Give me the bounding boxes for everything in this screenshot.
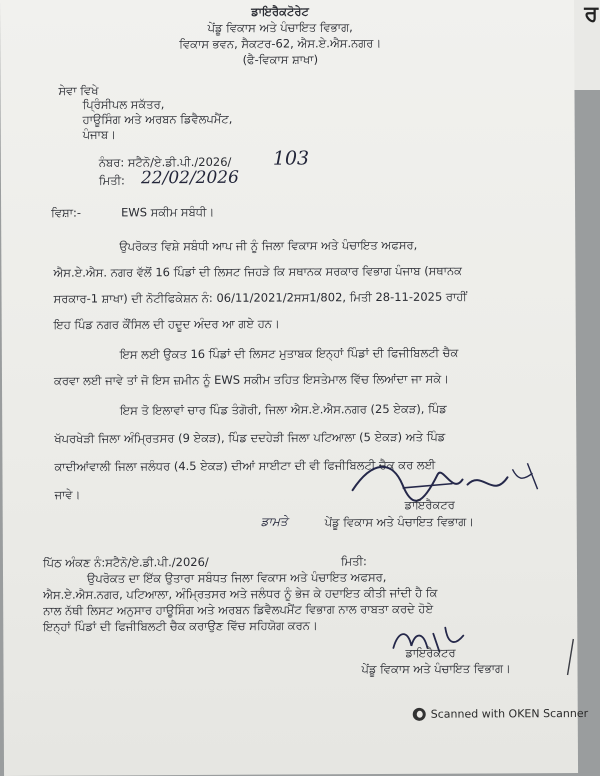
recipient-line-3: ਪੰਜਾਬ। — [82, 127, 116, 142]
endorsement-date: ਮਿਤੀ: — [340, 554, 367, 569]
recipient-line-2: ਹਾਊਸਿੰਗ ਅਤੇ ਅਰਬਨ ਡਿਵੈਲਪਮੈਂਟ, — [82, 111, 233, 127]
signature2-title: ਡਾਇਰੈਕਟਰ — [405, 645, 456, 660]
pen-mark — [563, 637, 577, 677]
endorsement-line-2: ਐਸ.ਏ.ਐਸ.ਨਗਰ, ਪਟਿਆਲਾ, ਅੰਮ੍ਰਿਤਸਰ ਅਤੇ ਜਲੰਧਰ ਨੂੰ ਭੇਜ ਕੇ ਹਦਾਇਤ ਕੀਤੀ ਜਾਂਦੀ ਹੈ ਕਿ — [43, 585, 438, 602]
reference-date-handwritten: 22/02/2026 — [140, 167, 239, 189]
endorsement-line-4: ਇਨ੍ਹਾਂ ਪਿੰਡਾਂ ਦੀ ਫਿਜੀਬਿਲਟੀ ਚੈਕ ਕਰਾਉਣ ਵਿੱਚ ਸਹਿਯੋਗ ਕਰਨ। — [43, 618, 318, 634]
scanner-watermark: Scanned with OKEN Scanner — [430, 706, 589, 721]
scanner-logo-icon — [413, 708, 426, 721]
endorsement-line-3: ਨਾਲ ਨੱਥੀ ਲਿਸਟ ਅਨੁਸਾਰ ਹਾਊਸਿੰਗ ਅਤੇ ਅਰਬਨ ਡਿਵੈਲਪਮੈਂਟ ਵਿਭਾਗ ਨਾਲ ਰਾਬਤਾ ਕਰਦੇ ਹੋਏ — [43, 601, 434, 618]
department-line: ਪੇਂਡੂ ਵਿਕਾਸ ਅਤੇ ਪੰਚਾਇਤ ਵਿਭਾਗ, — [207, 20, 353, 35]
body-p2-line-1: ਇਸ ਲਈ ਉਕਤ 16 ਪਿੰਡਾਂ ਦੀ ਲਿਸਟ ਮੁਤਾਬਕ ਇਨ੍ਹਾਂ ਪਿੰਡਾਂ ਦੀ ਫਿਜੀਬਿਲਟੀ ਚੈਕ — [119, 345, 459, 362]
body-p3-line-2: ਖੱਪਰਖੇੜੀ ਜਿਲਾ ਅੰਮ੍ਰਿਤਸਰ (9 ਏਕੜ), ਪਿੰਡ ਦਦਹੇੜੀ ਜਿਲਾ ਪਟਿਆਲਾ (5 ਏਕੜ) ਅਤੇ ਪਿੰਡ — [54, 429, 446, 446]
body-p3-line-4: ਜਾਵੇ। — [54, 487, 81, 502]
branch-line: (ਫੈ-ਵਿਕਾਸ ਸ਼ਾਖਾ) — [242, 52, 319, 67]
recipient-line-1: ਪ੍ਰਿੰਸੀਪਲ ਸਕੱਤਰ, — [82, 97, 165, 112]
body-p1-line-2: ਐਸ.ਏ.ਐਸ. ਨਗਰ ਵੱਲੋਂ 16 ਪਿੰਡਾਂ ਦੀ ਲਿਸਟ ਜਿਹੜੇ ਕਿ ਸਥਾਨਕ ਸਰਕਾਰ ਵਿਭਾਗ ਪੰਜਾਬ (ਸਥਾਨਕ — [53, 263, 463, 280]
subject-text: EWS ਸਕੀਮ ਸਬੰਧੀ। — [121, 204, 215, 220]
body-p1-line-1: ਉਪਰੋਕਤ ਵਿਸ਼ੇ ਸਬੰਧੀ ਆਪ ਜੀ ਨੂੰ ਜਿਲਾ ਵਿਕਾਸ ਅਤੇ ਪੰਚਾਇਤ ਅਫਸਰ, — [119, 237, 418, 254]
signature2-department: ਪੇਂਡੂ ਵਿਕਾਸ ਅਤੇ ਪੰਚਾਇਤ ਵਿਭਾਗ। — [361, 661, 511, 677]
body-p1-line-4: ਇਹ ਪਿੰਡ ਨਗਰ ਕੌਂਸਿਲ ਦੀ ਹਦੂਦ ਅੰਦਰ ਆ ਗਏ ਹਨ। — [53, 316, 280, 332]
body-p1-line-3: ਸਰਕਾਰ-1 ਸ਼ਾਖਾ) ਦੀ ਨੋਟੀਫਿਕੇਸ਼ਨ ਨੰ: 06/11/2021/2ਸਸ1/802, ਮਿਤੀ 28-11-2025 ਰਾਹੀਂ — [53, 289, 467, 306]
reference-number-handwritten: 103 — [272, 147, 310, 170]
subject-label: ਵਿਸ਼ਾ:- — [51, 205, 82, 220]
body-p3-line-1: ਇਸ ਤੋ ਇਲਾਵਾਂ ਚਾਰ ਪਿੰਡ ਤੰਗੋਰੀ, ਜਿਲਾ ਐਸ.ਏ.ਐਸ.ਨਗਰ (25 ਏਕੜ), ਪਿੰਡ — [120, 401, 447, 418]
address-line: ਵਿਕਾਸ ਭਵਨ, ਸੈਕਟਰ-62, ਐਸ.ਏ.ਐਸ.ਨਗਰ। — [179, 36, 382, 52]
office-title: ਡਾਇਰੈਕਟੋਰੇਟ — [251, 4, 309, 19]
reference-date-label: ਮਿਤੀ: — [98, 173, 125, 188]
reference-number-label: ਨੰਬਰ: ਸਟੈਨੋ/ਏ.ਡੀ.ਪੀ./2026/ — [98, 154, 232, 170]
sewa-label: ਸੇਵਾ ਵਿਖੇ — [58, 83, 99, 98]
body-p2-line-2: ਕਰਵਾ ਲਈ ਜਾਵੇ ਤਾਂ ਜੋ ਇਸ ਜ਼ਮੀਨ ਨੂੰ EWS ਸਕੀਮ ਤਹਿਤ ਇਸਤੇਮਾਲ ਵਿੱਚ ਲਿਆਂਦਾ ਜਾ ਸਕੇ। — [53, 371, 449, 388]
signature1-stamp-word: ਡਾਮਤੇ — [260, 514, 288, 529]
endorsement-number: ਪਿੱਠ ਅੰਕਣ ਨੰ:ਸਟੈਨੋ/ਏ.ਡੀ.ਪੀ./2026/ — [42, 554, 209, 570]
endorsement-line-1: ਉਪਰੋਕਤ ਦਾ ਇੱਕ ਉਤਾਰਾ ਸਬੰਧਤ ਜਿਲਾ ਵਿਕਾਸ ਅਤੇ ਪੰਚਾਇਤ ਅਫਸਰ, — [86, 569, 387, 586]
signature1-department: ਪੇਂਡੂ ਵਿਕਾਸ ਅਤੇ ਪੰਚਾਇਤ ਵਿਭਾਗ। — [324, 514, 475, 530]
signature1-title: ਡਾਇਰੈਕਟਰ — [404, 497, 455, 512]
body-p3-line-3: ਕਾਦੀਆਂਵਾਲੀ ਜਿਲਾ ਜਲੰਧਰ (4.5 ਏਕੜ) ਦੀਆਂ ਸਾਈਟਾ ਦੀ ਵੀ ਫਿਜੀਬਿਲਟੀ ਚੈਕ ਕਰ ਲਈ — [54, 457, 436, 474]
edge-glyph: ਰ — [584, 2, 598, 27]
